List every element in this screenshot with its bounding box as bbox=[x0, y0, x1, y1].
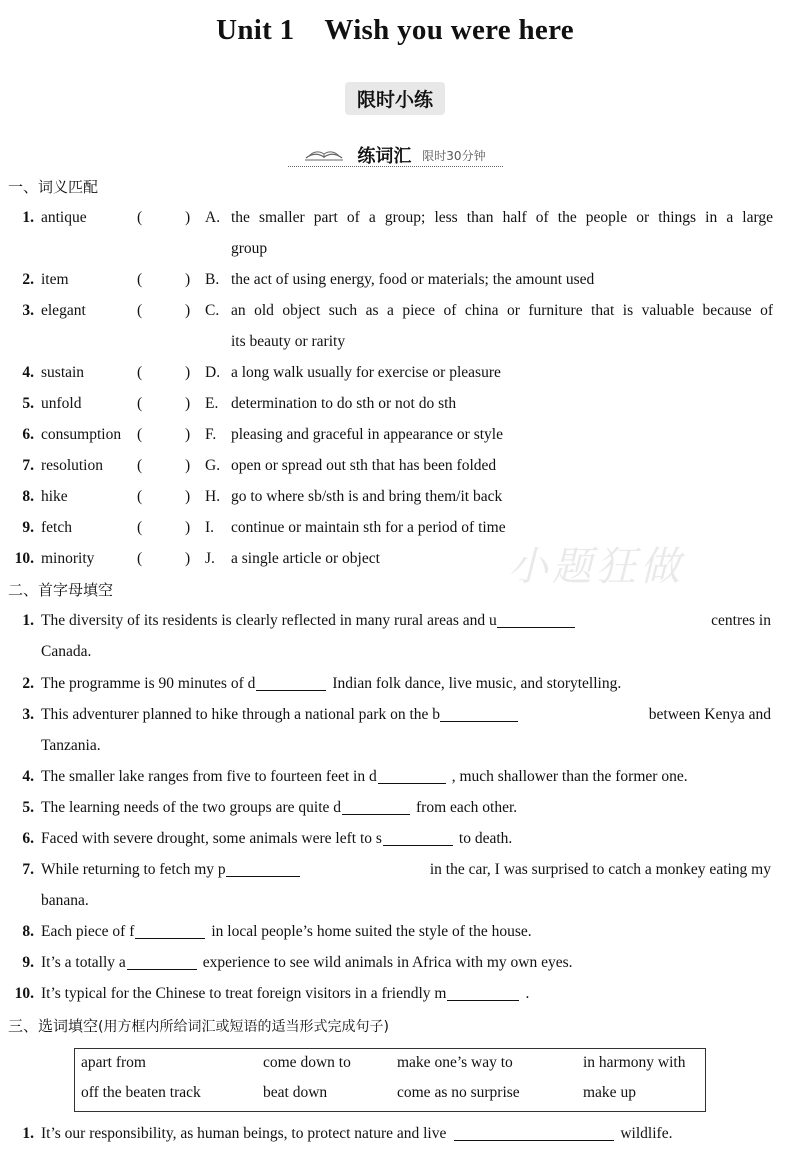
question-part: The smaller lake ranges from five to fourteen feet in d bbox=[41, 768, 377, 785]
match-word: resolution bbox=[41, 457, 103, 474]
match-item bbox=[0, 297, 790, 325]
item-number: 7. bbox=[22, 861, 34, 878]
match-word: item bbox=[41, 271, 69, 288]
question-part: This adventurer planned to hike through a national park on the b bbox=[41, 706, 441, 723]
match-item bbox=[0, 483, 790, 511]
question-text bbox=[41, 825, 771, 853]
answer-blank[interactable] bbox=[135, 922, 205, 939]
match-word: sustain bbox=[41, 364, 85, 381]
item-number: 10. bbox=[14, 985, 34, 1002]
word-box-phrase: make up bbox=[583, 1084, 636, 1101]
question-part: in the car, I was surprised to catch a monkey eating my bbox=[429, 861, 771, 878]
word-box-phrase: beat down bbox=[263, 1084, 328, 1101]
answer-blank[interactable] bbox=[127, 953, 197, 970]
match-word: minority bbox=[41, 550, 95, 567]
question-part: , much shallower than the former one. bbox=[451, 768, 688, 785]
question-part: . bbox=[525, 985, 530, 1002]
item-number: 3. bbox=[22, 706, 34, 723]
fill-item bbox=[0, 980, 790, 1008]
definition-letter: E. bbox=[205, 395, 219, 412]
section-heading: 二、首字母填空 bbox=[8, 581, 114, 599]
question-text bbox=[41, 607, 771, 635]
item-number: 7. bbox=[22, 457, 34, 474]
question-text bbox=[41, 763, 771, 791]
answer-blank[interactable] bbox=[378, 767, 446, 784]
item-number: 8. bbox=[22, 488, 34, 505]
match-item bbox=[0, 204, 790, 232]
fill-item bbox=[0, 701, 790, 729]
match-word: hike bbox=[41, 488, 68, 505]
question-part: between Kenya and bbox=[648, 706, 771, 723]
answer-blank[interactable] bbox=[497, 611, 575, 628]
question-part: It’s our responsibility, as human beings, to protect nature and live bbox=[41, 1125, 447, 1142]
item-number: 4. bbox=[22, 768, 34, 785]
page-title bbox=[0, 14, 790, 47]
section-note: (用方框内所给词汇或短语的适当形式完成句子) bbox=[98, 1019, 389, 1035]
word-box-phrase: apart from bbox=[81, 1054, 146, 1071]
item-number: 1. bbox=[22, 612, 34, 629]
item-number: 4. bbox=[22, 364, 34, 381]
fill-item bbox=[0, 794, 790, 822]
fill-item bbox=[0, 607, 790, 635]
match-word: elegant bbox=[41, 302, 86, 319]
definition-letter: F. bbox=[205, 426, 217, 443]
answer-bracket-close: ) bbox=[185, 364, 191, 381]
item-number: 8. bbox=[22, 923, 34, 940]
answer-blank[interactable] bbox=[256, 674, 326, 691]
answer-bracket-open[interactable]: ( bbox=[137, 426, 143, 443]
question-part: It’s typical for the Chinese to treat foreign visitors in a friendly m bbox=[41, 985, 447, 1002]
word-box-phrase: in harmony with bbox=[583, 1054, 686, 1071]
section-heading: 一、词义匹配 bbox=[8, 178, 99, 196]
vocab-label: 练词汇 bbox=[357, 146, 412, 167]
answer-blank[interactable] bbox=[383, 829, 453, 846]
match-item bbox=[0, 390, 790, 418]
item-number: 5. bbox=[22, 395, 34, 412]
definition-letter: C. bbox=[205, 302, 220, 319]
answer-bracket-close: ) bbox=[185, 550, 191, 567]
question-part: The diversity of its residents is clearly reflected in many rural areas and u bbox=[41, 612, 497, 629]
word-box-phrase: come down to bbox=[263, 1054, 351, 1071]
question-part: in local people’s home suited the style of the house. bbox=[211, 923, 532, 940]
item-number: 1. bbox=[22, 1125, 34, 1142]
definition-text: continue or maintain sth for a period of time bbox=[231, 519, 506, 536]
item-number: 5. bbox=[22, 799, 34, 816]
time-limit: 限时30分钟 bbox=[422, 148, 486, 163]
definition-text: go to where sb/sth is and bring them/it back bbox=[231, 488, 503, 505]
match-word: antique bbox=[41, 209, 87, 226]
answer-blank[interactable] bbox=[226, 860, 300, 877]
fill-item bbox=[0, 670, 790, 698]
item-number: 1. bbox=[22, 209, 34, 226]
word-box bbox=[74, 1048, 706, 1112]
question-text: Tanzania. bbox=[41, 737, 101, 754]
definition-letter: H. bbox=[205, 488, 221, 505]
answer-bracket-close: ) bbox=[185, 395, 191, 412]
question-part: centres in bbox=[711, 612, 771, 629]
definition-letter: D. bbox=[205, 364, 221, 381]
item-number: 6. bbox=[22, 426, 34, 443]
question-text bbox=[41, 949, 771, 977]
fill-item bbox=[0, 949, 790, 977]
definition-text: group bbox=[231, 240, 268, 257]
answer-bracket-open[interactable]: ( bbox=[137, 550, 143, 567]
fill-item-continuation bbox=[0, 638, 790, 666]
definition-text: the smaller part of a group; less than half of the people or things in a large bbox=[231, 209, 773, 226]
definition-letter: G. bbox=[205, 457, 221, 474]
answer-bracket-open[interactable]: ( bbox=[137, 364, 143, 381]
practice-badge: 限时小练 bbox=[345, 82, 445, 115]
match-item bbox=[0, 359, 790, 387]
match-item bbox=[0, 514, 790, 542]
question-text: banana. bbox=[41, 892, 89, 909]
question-part: It’s a totally a bbox=[41, 954, 126, 971]
word-box-phrase: make one’s way to bbox=[397, 1054, 513, 1071]
fill-item bbox=[0, 763, 790, 791]
definition-text: determination to do sth or not do sth bbox=[231, 395, 457, 412]
question-text bbox=[41, 794, 771, 822]
match-item bbox=[0, 545, 790, 573]
definition-text: an old object such as a piece of china or furniture that is valuable because of bbox=[231, 302, 773, 319]
item-number: 9. bbox=[22, 954, 34, 971]
question-part: Each piece of f bbox=[41, 923, 135, 940]
answer-bracket-close: ) bbox=[185, 457, 191, 474]
answer-bracket-open[interactable]: ( bbox=[137, 519, 143, 536]
definition-text: open or spread out sth that has been folded bbox=[231, 457, 497, 474]
question-text bbox=[41, 856, 771, 884]
match-item-continuation bbox=[0, 328, 790, 356]
answer-bracket-close: ) bbox=[185, 488, 191, 505]
unit-name: Wish you were here bbox=[324, 14, 574, 46]
item-number: 10. bbox=[14, 550, 34, 567]
watermark: 小题狂做 bbox=[508, 544, 684, 590]
answer-bracket-open[interactable]: ( bbox=[137, 302, 143, 319]
answer-bracket-open[interactable]: ( bbox=[137, 271, 143, 288]
open-book-icon bbox=[304, 145, 344, 165]
definition-letter: I. bbox=[205, 519, 215, 536]
question-text bbox=[41, 670, 771, 698]
match-item-continuation bbox=[0, 235, 790, 263]
fill-item bbox=[0, 918, 790, 946]
answer-blank[interactable] bbox=[440, 705, 518, 722]
fill-item bbox=[0, 856, 790, 884]
question-part: experience to see wild animals in Africa with my own eyes. bbox=[202, 954, 573, 971]
question-text bbox=[41, 1120, 771, 1148]
item-number: 9. bbox=[22, 519, 34, 536]
match-word: unfold bbox=[41, 395, 82, 412]
definition-text: its beauty or rarity bbox=[231, 333, 346, 350]
match-item bbox=[0, 452, 790, 480]
section-heading: 三、选词填空(用方框内所给词汇或短语的适当形式完成句子) bbox=[8, 1017, 389, 1035]
fill-item-continuation bbox=[0, 887, 790, 915]
question-text: Canada. bbox=[41, 643, 92, 660]
answer-blank[interactable] bbox=[454, 1124, 614, 1141]
question-part bbox=[41, 701, 518, 729]
answer-bracket-close: ) bbox=[185, 271, 191, 288]
fill-item bbox=[0, 825, 790, 853]
question-part: Faced with severe drought, some animals were left to s bbox=[41, 830, 382, 847]
item-number: 2. bbox=[22, 271, 34, 288]
definition-letter: J. bbox=[205, 550, 215, 567]
question-part: from each other. bbox=[416, 799, 518, 816]
item-number: 6. bbox=[22, 830, 34, 847]
fill-item bbox=[0, 1120, 790, 1148]
match-word: consumption bbox=[41, 426, 122, 443]
match-item bbox=[0, 421, 790, 449]
answer-bracket-close: ) bbox=[185, 519, 191, 536]
question-part: The programme is 90 minutes of d bbox=[41, 675, 256, 692]
definition-text: a long walk usually for exercise or pleasure bbox=[231, 364, 501, 381]
question-part: wildlife. bbox=[620, 1125, 673, 1142]
definition-text: the act of using energy, food or materials; the amount used bbox=[231, 271, 595, 288]
match-word: fetch bbox=[41, 519, 72, 536]
item-number: 2. bbox=[22, 675, 34, 692]
answer-bracket-close: ) bbox=[185, 209, 191, 226]
question-text bbox=[41, 701, 771, 729]
question-part: While returning to fetch my p bbox=[41, 861, 226, 878]
item-number: 3. bbox=[22, 302, 34, 319]
answer-bracket-close: ) bbox=[185, 426, 191, 443]
answer-bracket-open[interactable]: ( bbox=[137, 395, 143, 412]
question-part: The learning needs of the two groups are quite d bbox=[41, 799, 342, 816]
answer-bracket-open[interactable]: ( bbox=[137, 209, 143, 226]
question-part: Indian folk dance, live music, and storytelling. bbox=[332, 675, 622, 692]
question-part: to death. bbox=[458, 830, 513, 847]
answer-blank[interactable] bbox=[342, 798, 410, 815]
vocab-subheader bbox=[0, 142, 790, 168]
answer-bracket-open[interactable]: ( bbox=[137, 457, 143, 474]
unit-number: Unit 1 bbox=[216, 14, 295, 46]
word-box-phrase: off the beaten track bbox=[81, 1084, 201, 1101]
definition-text: a single article or object bbox=[231, 550, 380, 567]
word-box-phrase: come as no surprise bbox=[397, 1084, 520, 1101]
answer-bracket-close: ) bbox=[185, 302, 191, 319]
question-text bbox=[41, 980, 771, 1008]
answer-blank[interactable] bbox=[447, 984, 519, 1001]
definition-letter: A. bbox=[205, 209, 221, 226]
definition-letter: B. bbox=[205, 271, 220, 288]
fill-item-continuation bbox=[0, 732, 790, 760]
match-item bbox=[0, 266, 790, 294]
answer-bracket-open[interactable]: ( bbox=[137, 488, 143, 505]
question-part bbox=[41, 856, 300, 884]
definition-text: pleasing and graceful in appearance or style bbox=[231, 426, 503, 443]
question-text bbox=[41, 918, 771, 946]
question-part bbox=[41, 607, 575, 635]
